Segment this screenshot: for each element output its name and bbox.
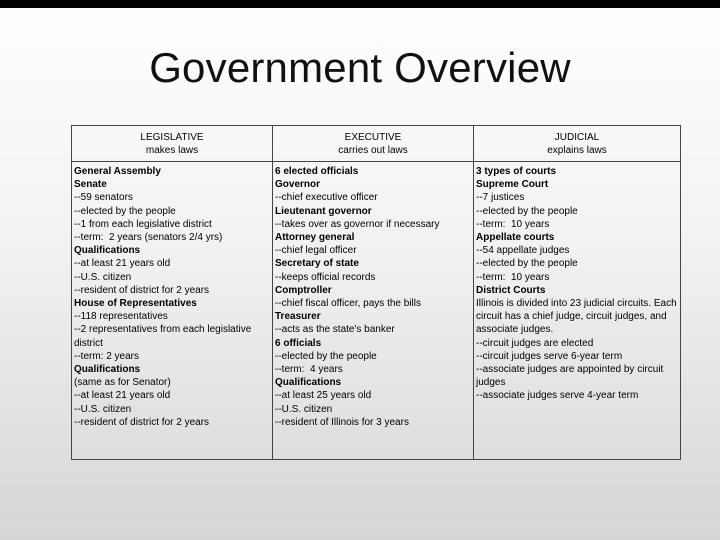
list-item: --U.S. citizen — [74, 403, 132, 415]
list-item: --7 justices — [476, 192, 525, 204]
list-item: --resident of district for 2 years — [74, 284, 210, 296]
section-heading: 6 elected officials — [275, 166, 359, 177]
header-subtitle: carries out laws — [338, 144, 408, 156]
list-item: --elected by the people — [275, 350, 377, 362]
column-judicial — [474, 162, 680, 459]
header-judicial — [474, 126, 680, 162]
list-item: --resident of Illinois for 3 years — [275, 416, 409, 428]
header-title: EXECUTIVE — [344, 131, 402, 143]
section-heading: 6 officials — [275, 337, 322, 349]
list-item: --circuit judges are elected — [476, 337, 594, 349]
list-item: --chief legal officer — [275, 245, 357, 257]
list-item: --at least 25 years old — [275, 390, 372, 402]
list-item: --chief fiscal officer, pays the bills — [275, 298, 421, 310]
list-item: --acts as the state's banker — [275, 324, 395, 336]
list-item: --elected by the people — [476, 205, 578, 217]
list-item: Illinois is divided into 23 judicial circuits. Each circuit has a chief judge, circuit judges, and associate judges. — [476, 298, 680, 336]
list-item: --term: 10 years — [476, 271, 550, 283]
list-item: --2 representatives from each legislative district — [74, 324, 255, 349]
section-heading: Treasurer — [275, 311, 321, 323]
list-item: --resident of district for 2 years — [74, 416, 210, 428]
section-heading: Governor — [275, 179, 321, 191]
section-heading: Qualifications — [74, 364, 141, 376]
list-item: --54 appellate judges — [476, 245, 570, 257]
list-item: --term: 2 years (senators 2/4 yrs) — [74, 232, 223, 244]
list-item: --associate judges serve 4-year term — [476, 390, 639, 402]
header-subtitle: explains laws — [547, 144, 607, 156]
section-heading: District Courts — [476, 284, 546, 296]
list-item: --59 senators — [74, 192, 133, 204]
list-item: --term: 10 years — [476, 218, 550, 230]
list-item: --takes over as governor if necessary — [275, 218, 440, 230]
list-item: --at least 21 years old — [74, 390, 171, 402]
column-legislative — [72, 162, 273, 459]
list-item: --keeps official records — [275, 271, 376, 283]
list-item: --term: 4 years — [275, 364, 343, 376]
header-executive — [273, 126, 474, 162]
section-heading: Qualifications — [275, 377, 342, 389]
section-heading: Appellate courts — [476, 232, 555, 244]
section-heading: Secretary of state — [275, 258, 359, 270]
section-heading: Lieutenant governor — [275, 205, 372, 217]
header-title: LEGISLATIVE — [140, 131, 204, 143]
table-header-row — [72, 126, 680, 162]
list-item: --1 from each legislative district — [74, 218, 212, 230]
section-heading: General Assembly — [74, 166, 161, 177]
section-heading: Supreme Court — [476, 179, 549, 191]
list-item: --associate judges are appointed by circuit judges — [476, 364, 667, 389]
column-executive — [273, 162, 474, 459]
list-item: --circuit judges serve 6-year term — [476, 350, 623, 362]
section-heading: Senate — [74, 179, 107, 191]
header-legislative — [72, 126, 273, 162]
list-item: --118 representatives — [74, 311, 168, 323]
header-title: JUDICIAL — [554, 131, 600, 143]
section-heading: Qualifications — [74, 245, 141, 257]
list-item: (same as for Senator) — [74, 377, 171, 389]
top-border-bar — [0, 0, 720, 8]
section-heading: House of Representatives — [74, 298, 197, 310]
section-heading: Comptroller — [275, 284, 332, 296]
section-heading: Attorney general — [275, 232, 355, 244]
list-item: --U.S. citizen — [74, 271, 132, 283]
list-item: --term: 2 years — [74, 350, 140, 362]
list-item: --elected by the people — [74, 205, 176, 217]
list-item: --chief executive officer — [275, 192, 378, 204]
list-item: --U.S. citizen — [275, 403, 333, 415]
government-table — [71, 125, 681, 460]
header-subtitle: makes laws — [145, 144, 199, 156]
section-heading: 3 types of courts — [476, 166, 557, 177]
slide-title: Government Overview — [149, 44, 571, 91]
list-item: --elected by the people — [476, 258, 578, 270]
table-body-row — [72, 162, 680, 459]
list-item: --at least 21 years old — [74, 258, 171, 270]
